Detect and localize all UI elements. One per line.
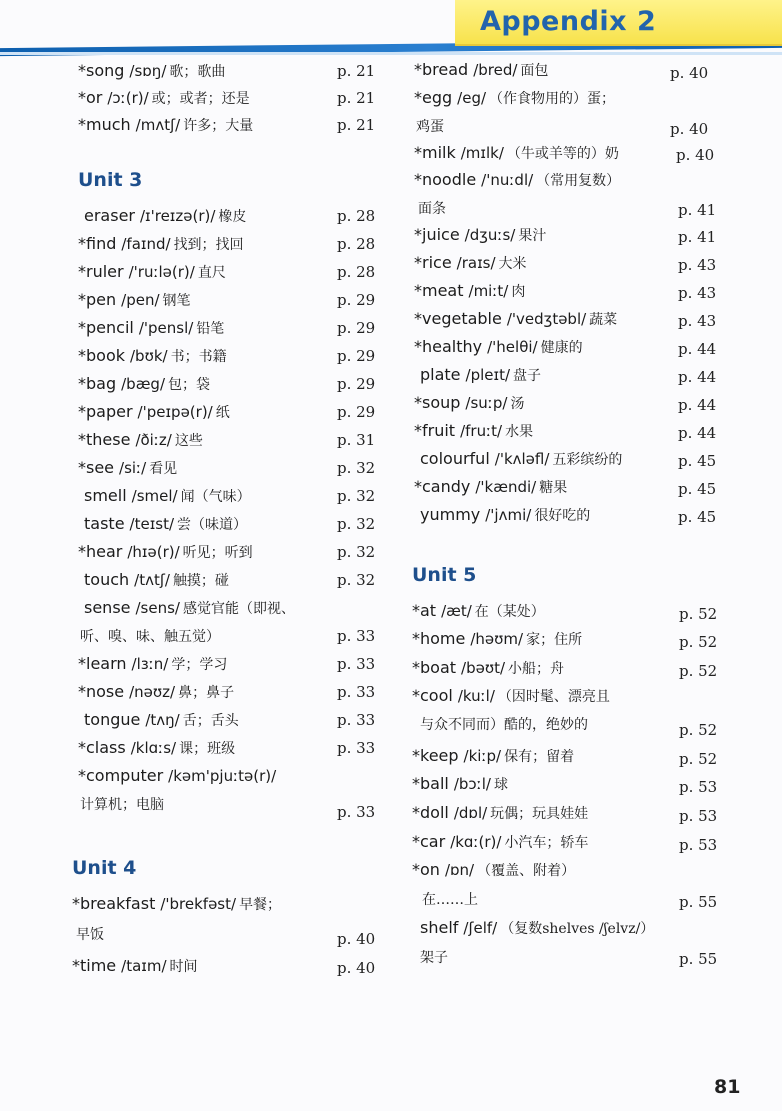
phonetic: /pleɪt/ — [465, 366, 511, 384]
entry-sense-continued — [80, 623, 220, 649]
phonetic: /smel/ — [131, 487, 178, 505]
phonetic: /'ruːlə(r)/ — [128, 263, 195, 281]
phonetic: /'kʌləfl/ — [494, 450, 550, 468]
page-ref: p. 32 — [337, 543, 376, 561]
word: *see — [78, 458, 115, 477]
entry-hear — [78, 539, 253, 565]
page-title: Appendix 2 — [480, 6, 657, 37]
entry-taste — [84, 511, 247, 537]
phonetic: /pen/ — [121, 291, 160, 309]
meaning: 书；书籍 — [170, 349, 227, 365]
entry-smell — [84, 483, 251, 509]
page-ref: p. 53 — [679, 836, 718, 854]
unit-5-heading: Unit 5 — [412, 564, 477, 586]
word: shelf — [420, 918, 459, 937]
word: *much — [78, 115, 131, 134]
entry-on-continued — [422, 886, 478, 912]
page-ref: p. 40 — [337, 930, 376, 948]
meaning: 大米 — [498, 256, 527, 272]
phonetic: /'vedʒtəbl/ — [506, 310, 587, 328]
page-ref: p. 32 — [337, 487, 376, 505]
page-ref: p. 52 — [679, 662, 718, 680]
phonetic: /æt/ — [441, 602, 472, 620]
phonetic: /dʒuːs/ — [464, 226, 516, 244]
phonetic: /ɔː(r)/ — [107, 89, 149, 107]
page-ref: p. 29 — [337, 403, 376, 421]
meaning-continued: 面条 — [418, 201, 446, 217]
entry-meat — [414, 278, 525, 304]
page-number: 81 — [714, 1076, 741, 1098]
word: *class — [78, 738, 126, 757]
meaning: 闻（气味） — [180, 489, 251, 505]
entry-touch — [84, 567, 229, 593]
phonetic: /'pensl/ — [138, 319, 194, 337]
meaning: 球 — [493, 777, 508, 793]
entry-soup — [414, 390, 524, 416]
meaning: 小汽车；轿车 — [504, 835, 589, 851]
word: *book — [78, 346, 125, 365]
phonetic: /'brekfəst/ — [160, 895, 237, 913]
unit-4-heading: Unit 4 — [72, 857, 137, 879]
meaning-continued: 早饭 — [76, 927, 104, 943]
entry-song — [78, 58, 225, 84]
meaning: 触摸；碰 — [172, 573, 229, 589]
entry-candy — [414, 474, 567, 500]
entry-yummy — [420, 502, 590, 528]
meaning-continued: 在……上 — [422, 892, 478, 908]
entry-ruler — [78, 259, 226, 285]
meaning: 早餐； — [239, 897, 282, 913]
page-ref: p. 43 — [678, 284, 717, 302]
meaning: 鼻；鼻子 — [178, 685, 235, 701]
page-ref: p. 33 — [337, 803, 376, 821]
meaning: 许多；大量 — [183, 118, 254, 134]
meaning: 家；住所 — [526, 632, 583, 648]
entry-learn — [78, 651, 227, 677]
meaning: 果汁 — [518, 228, 547, 244]
word: tongue — [84, 710, 141, 729]
phonetic: /kuːl/ — [457, 687, 495, 705]
page-ref: p. 44 — [678, 340, 717, 358]
meaning: 玩偶；玩具娃娃 — [490, 806, 589, 822]
page-ref: p. 32 — [337, 571, 376, 589]
word: *home — [412, 629, 466, 648]
phonetic: /həʊm/ — [470, 630, 524, 648]
meaning: （常用复数） — [536, 173, 621, 189]
word: *vegetable — [414, 309, 502, 328]
page-ref: p. 33 — [337, 711, 376, 729]
meaning: 歌；歌曲 — [169, 64, 226, 80]
entry-find — [78, 231, 244, 257]
word: *computer — [78, 766, 164, 785]
meaning: 小船；舟 — [508, 661, 565, 677]
phonetic: /'helθi/ — [487, 338, 538, 356]
word: *time — [72, 956, 117, 975]
phonetic: /'peɪpə(r)/ — [137, 403, 213, 421]
phonetic: /bred/ — [473, 61, 518, 79]
phonetic: /'jʌmi/ — [485, 506, 532, 524]
word: *keep — [412, 746, 459, 765]
meaning: 在（某处） — [474, 604, 545, 620]
entry-healthy — [414, 334, 583, 360]
meaning: 课；班级 — [179, 741, 236, 757]
word: *fruit — [414, 421, 456, 440]
entry-pen — [78, 287, 191, 313]
entry-computer — [78, 763, 279, 789]
phonetic: /suːp/ — [465, 394, 508, 412]
page-ref: p. 41 — [678, 228, 717, 246]
phonetic: /ʃelf/ — [463, 919, 498, 937]
word: *noodle — [414, 170, 477, 189]
page-ref: p. 55 — [679, 893, 718, 911]
page-ref: p. 53 — [679, 778, 718, 796]
phonetic: /sɒŋ/ — [129, 62, 167, 80]
phonetic: /raɪs/ — [456, 254, 496, 272]
entry-home — [412, 626, 582, 652]
word: *bag — [78, 374, 117, 393]
word: eraser — [84, 206, 135, 225]
phonetic: /ɒn/ — [444, 861, 475, 879]
entry-noodle — [414, 167, 620, 193]
word: *bread — [414, 60, 469, 79]
word: *ruler — [78, 262, 124, 281]
word: *song — [78, 61, 125, 80]
page-ref: p. 45 — [678, 508, 717, 526]
phonetic: /sens/ — [135, 599, 180, 617]
word: *egg — [414, 88, 453, 107]
entry-vegetable — [414, 306, 617, 332]
meaning: 这些 — [174, 433, 203, 449]
meaning: 找到；找回 — [173, 237, 244, 253]
word: *juice — [414, 225, 460, 244]
phonetic: /hɪə(r)/ — [127, 543, 180, 561]
phonetic: /bəʊt/ — [461, 659, 506, 677]
phonetic: /kəm'pjuːtə(r)/ — [168, 767, 277, 785]
entry-boat — [412, 655, 564, 681]
meaning: 五彩缤纷的 — [552, 452, 623, 468]
entry-book — [78, 343, 227, 369]
meaning: 钢笔 — [162, 293, 191, 309]
entry-on — [412, 857, 575, 883]
word: *hear — [78, 542, 123, 561]
word: *pencil — [78, 318, 134, 337]
word: *breakfast — [72, 894, 156, 913]
page-ref: p. 29 — [337, 375, 376, 393]
page-ref: p. 33 — [337, 683, 376, 701]
phonetic: /bɔːl/ — [453, 775, 491, 793]
entry-ball — [412, 771, 508, 797]
page-ref: p. 45 — [678, 452, 717, 470]
entry-plate — [420, 362, 541, 388]
phonetic: /'kændi/ — [475, 478, 537, 496]
word: *soup — [414, 393, 461, 412]
meaning: 盘子 — [513, 368, 542, 384]
entry-shelf-continued — [420, 944, 448, 970]
meaning: 健康的 — [540, 340, 583, 356]
entry-at — [412, 598, 545, 624]
phonetic: /kɑː(r)/ — [450, 833, 502, 851]
meaning: 铅笔 — [196, 321, 225, 337]
word: *learn — [78, 654, 127, 673]
phonetic: /faɪnd/ — [121, 235, 171, 253]
meaning: （覆盖、附着） — [477, 863, 576, 879]
meaning: 舌；舌头 — [182, 713, 239, 729]
word: *on — [412, 860, 440, 879]
meaning: 感觉官能（即视、 — [182, 601, 295, 617]
page-ref: p. 33 — [337, 655, 376, 673]
meaning: 或；或者；还是 — [151, 91, 250, 107]
word: colourful — [420, 449, 490, 468]
word: *car — [412, 832, 446, 851]
page-ref: p. 52 — [679, 750, 718, 768]
entry-bag — [78, 371, 210, 397]
page-ref: p. 43 — [678, 312, 717, 330]
page-ref: p. 21 — [337, 89, 376, 107]
page-ref: p. 40 — [676, 146, 715, 164]
phonetic: /bʊk/ — [130, 347, 168, 365]
meaning-continued: 架子 — [420, 950, 448, 966]
page-ref: p. 53 — [679, 807, 718, 825]
entry-these — [78, 427, 203, 453]
meaning: 看见 — [149, 461, 178, 477]
meaning-continued: 与众不同而）酷的，绝妙的 — [420, 717, 588, 733]
word: yummy — [420, 505, 481, 524]
phonetic: /mʌtʃ/ — [135, 116, 181, 134]
entry-cool-continued — [420, 711, 588, 737]
word: *paper — [78, 402, 133, 421]
word: *doll — [412, 803, 449, 822]
page-ref: p. 44 — [678, 368, 717, 386]
entry-nose — [78, 679, 234, 705]
phonetic: /siː/ — [119, 459, 147, 477]
entry-egg — [414, 85, 615, 111]
phonetic: /miːt/ — [468, 282, 509, 300]
meaning: 时间 — [169, 959, 198, 975]
phonetic: /klɑːs/ — [130, 739, 177, 757]
meaning: （因时髦、漂亮且 — [497, 689, 610, 705]
phonetic: /kiːp/ — [463, 747, 502, 765]
page-ref: p. 33 — [337, 627, 376, 645]
meaning: 纸 — [215, 405, 230, 421]
page-ref: p. 43 — [678, 256, 717, 274]
header-bar-shadow — [0, 52, 782, 55]
entry-or — [78, 85, 250, 111]
meaning-continued: 计算机；电脑 — [80, 797, 164, 813]
entry-sense — [84, 595, 295, 621]
entry-noodle-continued — [418, 195, 446, 221]
meaning: 直尺 — [197, 265, 226, 281]
phonetic: /ðiːz/ — [135, 431, 172, 449]
entry-class — [78, 735, 235, 761]
meaning: 包；袋 — [168, 377, 211, 393]
phonetic: /lɜːn/ — [131, 655, 169, 673]
entry-juice — [414, 222, 546, 248]
meaning: 肉 — [511, 284, 526, 300]
meaning: （牛或羊等的）奶 — [506, 146, 619, 162]
meaning: 很好吃的 — [534, 508, 591, 524]
word: *nose — [78, 682, 125, 701]
page-ref: p. 32 — [337, 459, 376, 477]
page-ref: p. 44 — [678, 424, 717, 442]
page-ref: p. 40 — [670, 64, 709, 82]
word: *pen — [78, 290, 117, 309]
entry-breakfast — [72, 891, 281, 917]
unit-3-heading: Unit 3 — [78, 169, 143, 191]
phonetic: /taɪm/ — [121, 957, 167, 975]
entry-paper — [78, 399, 230, 425]
page-ref: p. 29 — [337, 347, 376, 365]
word: *milk — [414, 143, 456, 162]
word: touch — [84, 570, 130, 589]
page-ref: p. 45 — [678, 480, 717, 498]
entry-bread — [414, 57, 548, 83]
phonetic: /dɒl/ — [453, 804, 488, 822]
word: *find — [78, 234, 117, 253]
phonetic: /bæg/ — [121, 375, 166, 393]
page-ref: p. 40 — [337, 959, 376, 977]
page-ref: p. 31 — [337, 431, 376, 449]
phonetic: /tʌtʃ/ — [134, 571, 170, 589]
page-ref: p. 21 — [337, 116, 376, 134]
entry-breakfast-continued — [76, 921, 104, 947]
phonetic: /eg/ — [457, 89, 487, 107]
meaning: 蔬菜 — [589, 312, 618, 328]
entry-eraser — [84, 203, 246, 229]
word: sense — [84, 598, 131, 617]
entry-doll — [412, 800, 588, 826]
phonetic: /nəʊz/ — [129, 683, 176, 701]
entry-much — [78, 112, 253, 138]
meaning: 水果 — [505, 424, 534, 440]
meaning: 面包 — [520, 63, 549, 79]
page-ref: p. 52 — [679, 633, 718, 651]
page-ref: p. 41 — [678, 201, 717, 219]
word: *these — [78, 430, 131, 449]
page-ref: p. 40 — [670, 120, 709, 138]
word: *meat — [414, 281, 464, 300]
word: *boat — [412, 658, 457, 677]
phonetic: /fruːt/ — [460, 422, 503, 440]
meaning: 橡皮 — [218, 209, 247, 225]
meaning-continued: 听、嗅、味、触五觉） — [80, 629, 220, 645]
meaning: 保有；留着 — [504, 749, 575, 765]
page-ref: p. 52 — [679, 721, 718, 739]
page-ref: p. 28 — [337, 235, 376, 253]
meaning-continued: 鸡蛋 — [416, 119, 444, 135]
meaning: 汤 — [510, 396, 525, 412]
page-ref: p. 32 — [337, 515, 376, 533]
meaning: 听见；听到 — [182, 545, 253, 561]
phonetic: /tʌŋ/ — [145, 711, 180, 729]
page-ref: p. 52 — [679, 605, 718, 623]
entry-colourful — [420, 446, 622, 472]
word: *rice — [414, 253, 452, 272]
word: plate — [420, 365, 461, 384]
entry-fruit — [414, 418, 533, 444]
meaning: 糖果 — [539, 480, 568, 496]
page-ref: p. 55 — [679, 950, 718, 968]
meaning: （作食物用的）蛋； — [489, 91, 616, 107]
page-ref: p. 21 — [337, 62, 376, 80]
word: taste — [84, 514, 125, 533]
phonetic: /'nuːdl/ — [481, 171, 534, 189]
meaning: 学；学习 — [171, 657, 228, 673]
phonetic: /mɪlk/ — [460, 144, 504, 162]
word: *ball — [412, 774, 449, 793]
entry-cool — [412, 683, 610, 709]
entry-milk — [414, 140, 619, 166]
phonetic: /teɪst/ — [129, 515, 175, 533]
page-ref: p. 44 — [678, 396, 717, 414]
word: *cool — [412, 686, 453, 705]
page-ref: p. 28 — [337, 263, 376, 281]
word: *or — [78, 88, 103, 107]
page-ref: p. 29 — [337, 319, 376, 337]
meaning: （复数shelves /ʃelvz/） — [500, 921, 655, 937]
entry-rice — [414, 250, 527, 276]
entry-tongue — [84, 707, 239, 733]
entry-time — [72, 953, 198, 979]
entry-see — [78, 455, 177, 481]
entry-shelf — [420, 915, 654, 941]
word: *candy — [414, 477, 471, 496]
entry-car — [412, 829, 588, 855]
meaning: 尝（味道） — [177, 517, 248, 533]
page-ref: p. 29 — [337, 291, 376, 309]
word: *at — [412, 601, 437, 620]
entry-egg-continued — [416, 113, 444, 139]
word: *healthy — [414, 337, 483, 356]
page-ref: p. 33 — [337, 739, 376, 757]
phonetic: /ɪ'reɪzə(r)/ — [139, 207, 216, 225]
entry-computer-continued — [80, 791, 164, 817]
page-ref: p. 28 — [337, 207, 376, 225]
entry-keep — [412, 743, 574, 769]
entry-pencil — [78, 315, 224, 341]
word: smell — [84, 486, 127, 505]
